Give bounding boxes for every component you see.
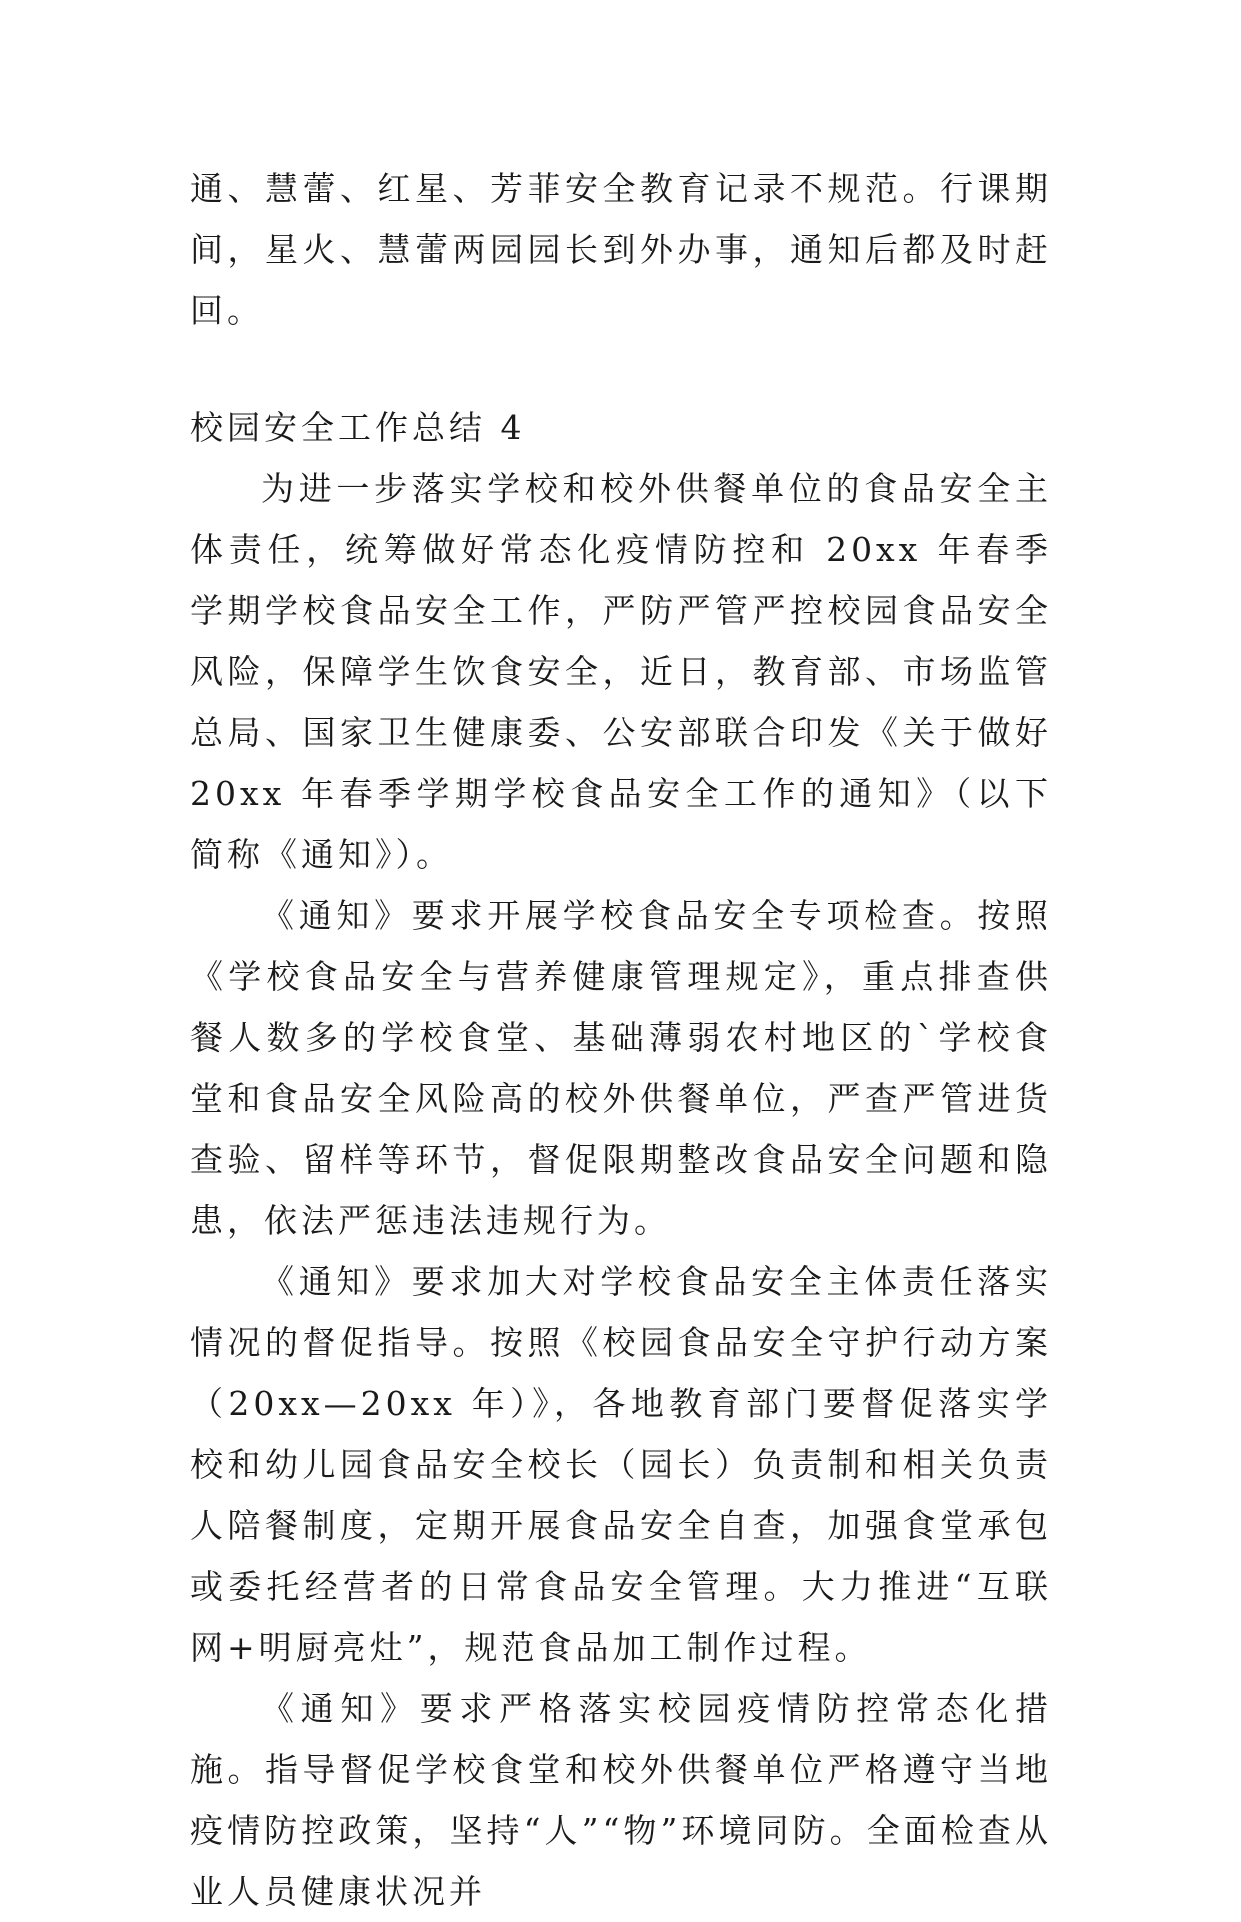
continuation-paragraph: 通、慧蕾、红星、芳菲安全教育记录不规范。行课期间，星火、慧蕾两园园长到外办事，通知后都及时赶回。	[190, 169, 1052, 330]
document-body	[190, 158, 1052, 1922]
section-title: 校园安全工作总结 4	[190, 408, 526, 447]
body-paragraph-4: 《通知》要求严格落实校园疫情防控常态化措施。指导督促学校食堂和校外供餐单位严格遵守当地疫情防控政策，坚持“人”“物”环境同防。全面检查从业人员健康状况并	[190, 1689, 1052, 1911]
body-paragraph-2: 《通知》要求开展学校食品安全专项检查。按照《学校食品安全与营养健康管理规定》，重点排查供餐人数多的学校食堂、基础薄弱农村地区的`学校食堂和食品安全风险高的校外供餐单位，严查严管进货查验、留样等环节，督促限期整改食品安全问题和隐患，依法严惩违法违规行为。	[190, 896, 1052, 1240]
body-paragraph-1: 为进一步落实学校和校外供餐单位的食品安全主体责任，统筹做好常态化疫情防控和 20xx 年春季学期学校食品安全工作，严防严管严控校园食品安全风险，保障学生饮食安全，近日，教育部、市场监管总局、国家卫生健康委、公安部联合印发《关于做好 20xx 年春季学期学校食品安全工作的通知》（以下简称《通知》）。	[190, 469, 1052, 874]
body-paragraph-3: 《通知》要求加大对学校食品安全主体责任落实情况的督促指导。按照《校园食品安全守护行动方案（20xx—20xx 年）》，各地教育部门要督促落实学校和幼儿园食品安全校长（园长）负责制和相关负责人陪餐制度，定期开展食品安全自查，加强食堂承包或委托经营者的日常食品安全管理。大力推进“互联网+明厨亮灶”，规范食品加工制作过程。	[190, 1262, 1052, 1667]
